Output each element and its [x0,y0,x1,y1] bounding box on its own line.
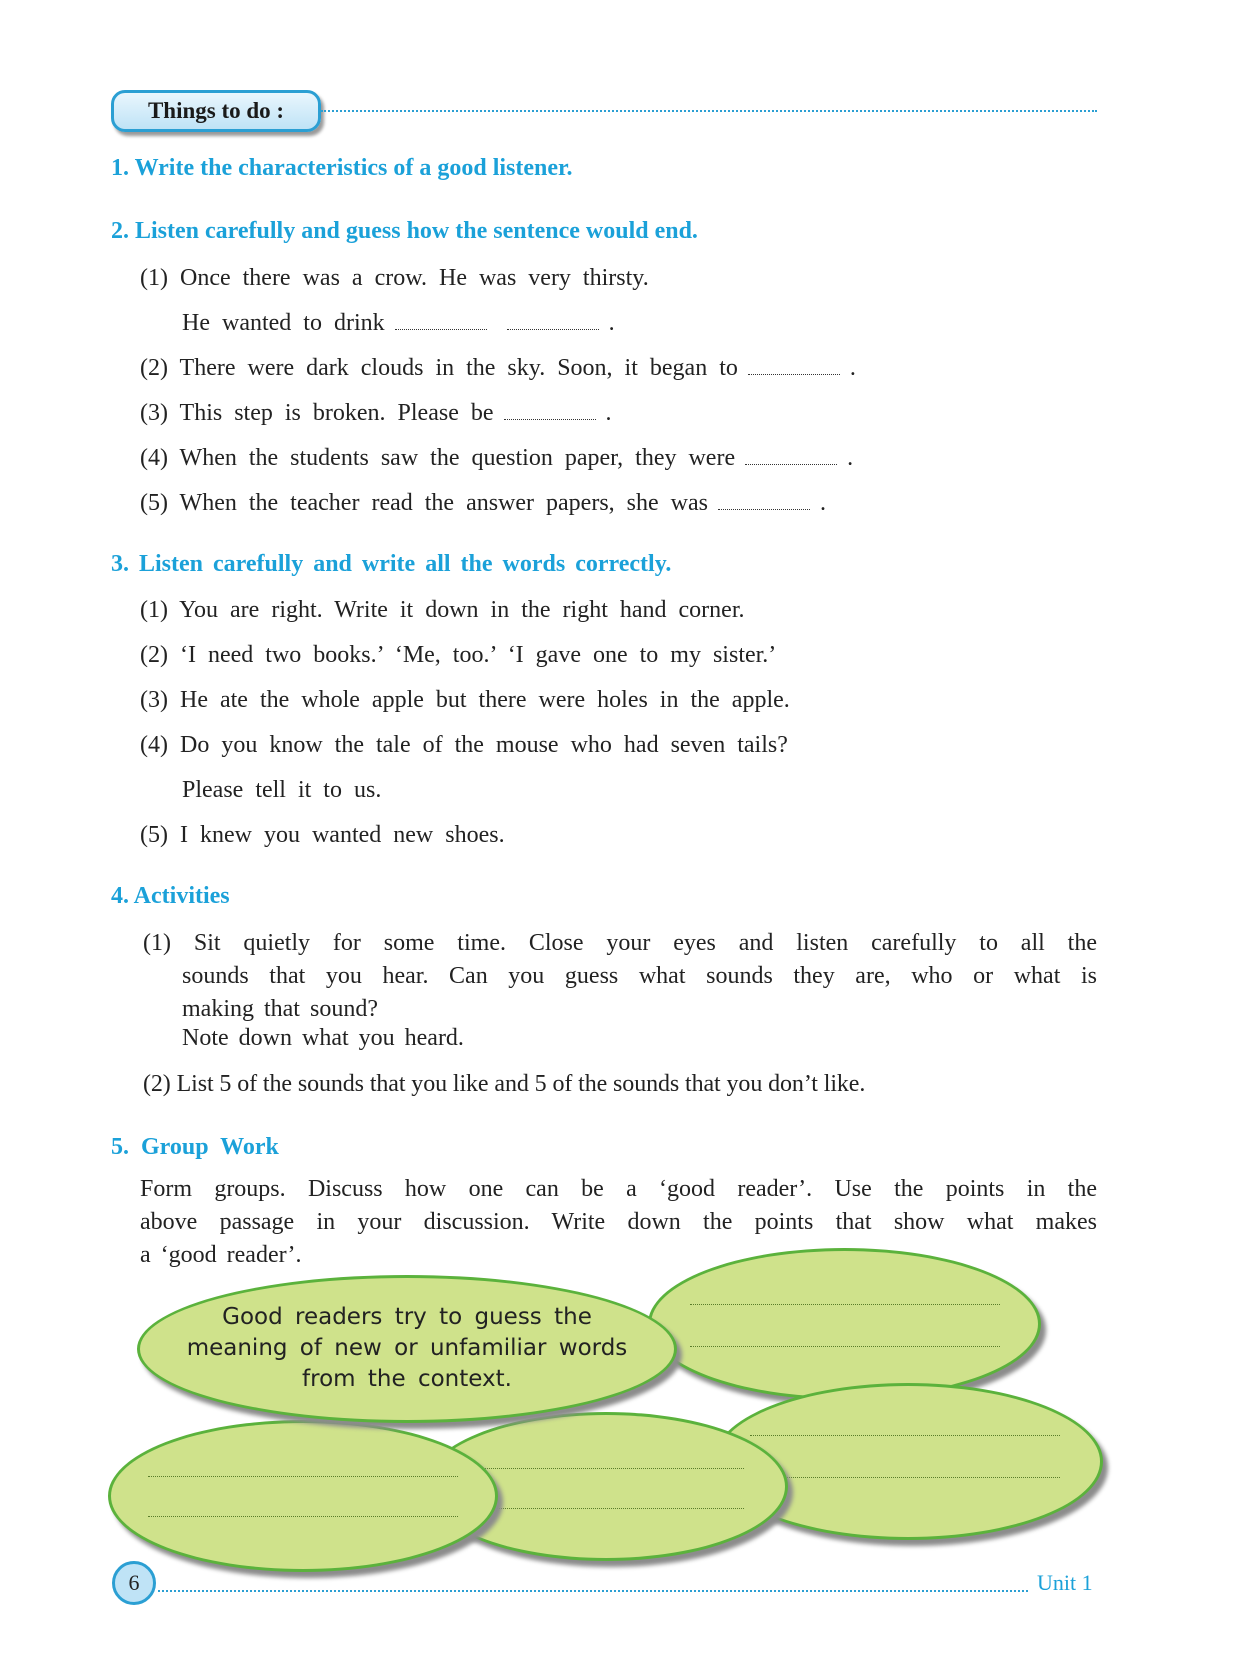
answer-blank[interactable] [504,419,596,420]
q2-item-4-text: (4) When the students saw the question paper, they were [140,445,736,471]
q3-item-1: (1) You are right. Write it down in the right hand corner. [140,597,745,623]
answer-blank[interactable] [507,329,599,330]
q5-line-1: Form groups. Discuss how one can be a ‘good reader’. Use the points in the [140,1176,1097,1202]
period: . [819,490,826,516]
answer-blank[interactable] [718,509,810,510]
q4-item-1-note: Note down what you heard. [182,1025,464,1051]
q5-heading: 5. Group Work [111,1134,279,1160]
bubble-line-2: meaning of new or unfamiliar words [186,1335,628,1361]
header-dotted-line [321,110,1097,112]
q2-item-3-text: (3) This step is broken. Please be [140,400,494,426]
q2-heading: 2. Listen carefully and guess how the sentence would end. [111,218,698,244]
q4-heading: 4. Activities [111,883,230,909]
answer-blank[interactable] [745,464,837,465]
q3-item-4: (4) Do you know the tale of the mouse who had seven tails? [140,732,788,758]
q2-item-2 [140,355,856,382]
q3-heading: 3. Listen carefully and write all the words correctly. [111,551,672,577]
period: . [605,400,612,426]
answer-line[interactable] [148,1476,458,1477]
q2-item-1-cont-text: He wanted to drink [182,310,385,336]
unit-label: Unit 1 [1037,1570,1093,1595]
q4-item-1-line-1: (1) Sit quietly for some time. Close your eyes and listen carefully to all the [143,930,1097,956]
period: . [608,310,615,336]
q5-line-3: a ‘good reader’. [140,1242,302,1268]
q5-line-2: above passage in your discussion. Write down the points that show what makes [140,1209,1097,1235]
answer-blank[interactable] [395,329,487,330]
q2-item-4 [140,445,853,472]
ellipse-bottom-left [108,1420,498,1572]
q2-item-1-cont [182,310,615,337]
example-bubble-text [147,1302,667,1395]
q4-item-2: (2) List 5 of the sounds that you like and 5 of the sounds that you don’t like. [143,1071,866,1097]
period: . [849,355,856,381]
answer-line[interactable] [750,1435,1060,1436]
q2-item-5-text: (5) When the teacher read the answer papers, she was [140,490,708,516]
period: . [847,445,854,471]
q4-item-1-line-3: making that sound? [182,996,378,1022]
page-number: 6 [112,1561,156,1605]
q2-item-5 [140,490,826,517]
q3-item-5: (5) I knew you wanted new shoes. [140,822,505,848]
ellipse-top-right [648,1248,1041,1400]
q4-item-1-line-2: sounds that you hear. Can you guess what sounds they are, who or what is [182,963,1097,989]
answer-line[interactable] [690,1346,1000,1347]
bubble-line-3: from the context. [302,1366,512,1392]
answer-blank[interactable] [748,374,840,375]
answer-line[interactable] [470,1508,744,1509]
answer-line[interactable] [148,1516,458,1517]
q3-item-2: (2) ‘I need two books.’ ‘Me, too.’ ‘I gave one to my sister.’ [140,642,777,668]
things-to-do-label: Things to do : [111,90,321,132]
q3-item-3: (3) He ate the whole apple but there were holes in the apple. [140,687,790,713]
q1-heading: 1. Write the characteristics of a good listener. [111,155,573,181]
q2-item-3 [140,400,612,427]
answer-line[interactable] [750,1477,1060,1478]
answer-line[interactable] [470,1468,744,1469]
answer-line[interactable] [690,1304,1000,1305]
q2-item-2-text: (2) There were dark clouds in the sky. Soon, it began to [140,355,738,381]
q2-item-1: (1) Once there was a crow. He was very thirsty. [140,265,649,291]
bubble-line-1: Good readers try to guess the [222,1304,592,1330]
q3-item-4-cont: Please tell it to us. [182,777,382,803]
footer-dotted-line [158,1590,1028,1592]
